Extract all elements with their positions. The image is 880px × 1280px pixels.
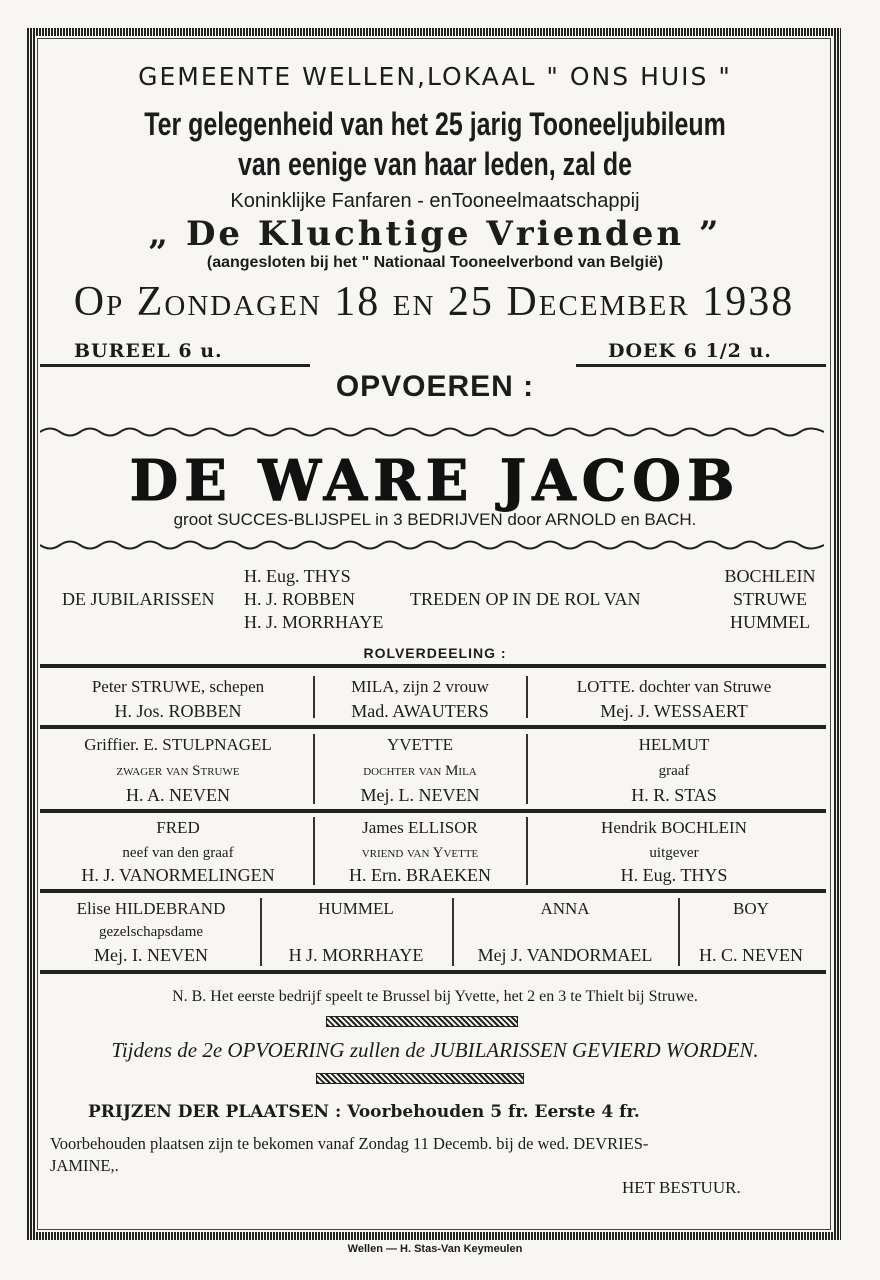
jubilarian-2: H. J. ROBBEN bbox=[244, 589, 356, 609]
society-type: Koninklijke Fanfaren - enTooneelmaatschappij bbox=[230, 190, 640, 212]
cast-actor: H. Eug. THYS bbox=[620, 865, 728, 885]
cast-heading: ROLVERDEELING : bbox=[363, 645, 507, 661]
cast-rule-1 bbox=[40, 725, 826, 729]
top-flourish bbox=[40, 425, 824, 439]
prices: PRIJZEN DER PLAATSEN : Voorbehouden 5 fr. Eerste 4 fr. bbox=[88, 1102, 640, 1122]
cast-actor: H J. MORRHAYE bbox=[288, 945, 424, 965]
jubilarian-1: H. Eug. THYS bbox=[244, 566, 351, 586]
cast-role: FRED bbox=[156, 818, 200, 837]
cast-role: LOTTE. dochter van Struwe bbox=[576, 677, 772, 696]
cast-actor: Mej. J. WESSAERT bbox=[600, 701, 748, 721]
cast-desc: graaf bbox=[658, 763, 690, 779]
venue-line: GEMEENTE WELLEN,LOKAAL " ONS HUIS " bbox=[138, 62, 732, 91]
celebration-note: Tijdens de 2e OPVOERING zullen de JUBILARISSEN GEVIERD WORDEN. bbox=[111, 1038, 759, 1062]
reservation-line-2: JAMINE,. bbox=[50, 1156, 119, 1175]
cast-role: Elise HILDEBRAND bbox=[76, 899, 226, 918]
cast-role: HELMUT bbox=[638, 735, 710, 754]
cast-actor: H. A. NEVEN bbox=[126, 785, 230, 805]
cast-actor: H. Ern. BRAEKEN bbox=[349, 865, 491, 885]
right-rule bbox=[576, 364, 826, 367]
cast-rule-4 bbox=[40, 970, 826, 974]
ornament-bar bbox=[326, 1016, 518, 1027]
cast-role: ANNA bbox=[540, 899, 590, 918]
jubilee-role-3: HUMMEL bbox=[730, 612, 810, 632]
perform-heading: OPVOEREN : bbox=[335, 370, 535, 403]
cast-role: MILA, zijn 2 vrouw bbox=[351, 677, 489, 696]
cast-actor: Mej. L. NEVEN bbox=[360, 785, 480, 805]
cast-actor: Mad. AWAUTERS bbox=[351, 701, 489, 721]
left-rule bbox=[40, 364, 310, 367]
jubilee-role-1: BOCHLEIN bbox=[724, 566, 816, 586]
cast-desc: uitgever bbox=[649, 845, 699, 861]
cast-actor: H. J. VANORMELINGEN bbox=[81, 865, 275, 885]
bottom-flourish bbox=[40, 538, 824, 552]
cast-rule-0 bbox=[40, 664, 826, 668]
jubilarians-label: DE JUBILARISSEN bbox=[62, 589, 215, 609]
curtain-time: DOEK 6 1/2 u. bbox=[608, 340, 772, 362]
members-line: van eenige van haar leden, zal de bbox=[238, 146, 632, 182]
cast-role: Peter STRUWE, schepen bbox=[91, 677, 265, 696]
cast-actor: H. C. NEVEN bbox=[699, 945, 803, 965]
cast-role: YVETTE bbox=[386, 735, 454, 754]
cast-desc: neef van den graaf bbox=[122, 845, 234, 861]
reservation-line-1: Voorbehouden plaatsen zijn te bekomen vanaf Zondag 11 Decemb. bij de wed. DEVRIES- bbox=[50, 1134, 649, 1153]
nota-bene: N. B. Het eerste bedrijf speelt te Brussel bij Yvette, het 2 en 3 te Thielt bij Struwe. bbox=[172, 988, 698, 1005]
role-phrase: TREDEN OP IN DE ROL VAN bbox=[410, 589, 641, 609]
play-subtitle: groot SUCCES-BLIJSPEL in 3 BEDRIJVEN door ARNOLD en BACH. bbox=[173, 510, 697, 529]
play-title: DE WARE JACOB bbox=[129, 448, 741, 514]
printer-credit: Wellen — H. Stas-Van Keymeulen bbox=[347, 1243, 523, 1255]
jubilarian-3: H. J. MORRHAYE bbox=[244, 612, 384, 632]
cast-rule-2 bbox=[40, 809, 826, 813]
cast-role: Hendrik BOCHLEIN bbox=[601, 818, 747, 837]
cast-role: James ELLISOR bbox=[362, 818, 478, 837]
jubilee-role-2: STRUWE bbox=[733, 589, 807, 609]
cast-actor: H. R. STAS bbox=[631, 785, 717, 805]
cast-role: HUMMEL bbox=[318, 899, 394, 918]
cast-desc: gezelschapsdame bbox=[98, 924, 204, 940]
cast-role: Griffier. E. STULPNAGEL bbox=[84, 735, 272, 754]
cast-actor: Mej. I. NEVEN bbox=[94, 945, 208, 965]
cast-actor: Mej J. VANDORMAEL bbox=[477, 945, 653, 965]
affiliation: (aangesloten bij het " Nationaal Tooneelverbond van België) bbox=[206, 254, 664, 271]
performance-dates: Op Zondagen 18 en 25 December 1938 bbox=[73, 279, 795, 325]
cast-rule-3 bbox=[40, 889, 826, 893]
society-name: „ De Kluchtige Vrienden ” bbox=[148, 214, 722, 254]
ornament-bar bbox=[316, 1073, 524, 1084]
cast-role: BOY bbox=[733, 899, 769, 918]
board-signature: HET BESTUUR. bbox=[622, 1178, 741, 1197]
cast-actor: H. Jos. ROBBEN bbox=[114, 701, 242, 721]
occasion-line: Ter gelegenheid van het 25 jarig Tooneeljubileum bbox=[144, 106, 726, 142]
cast-desc: vriend van Yvette bbox=[361, 845, 479, 861]
cast-desc: dochter van Mila bbox=[363, 763, 477, 779]
bureau-time: BUREEL 6 u. bbox=[74, 340, 223, 362]
cast-desc: zwager van Struwe bbox=[116, 763, 240, 779]
